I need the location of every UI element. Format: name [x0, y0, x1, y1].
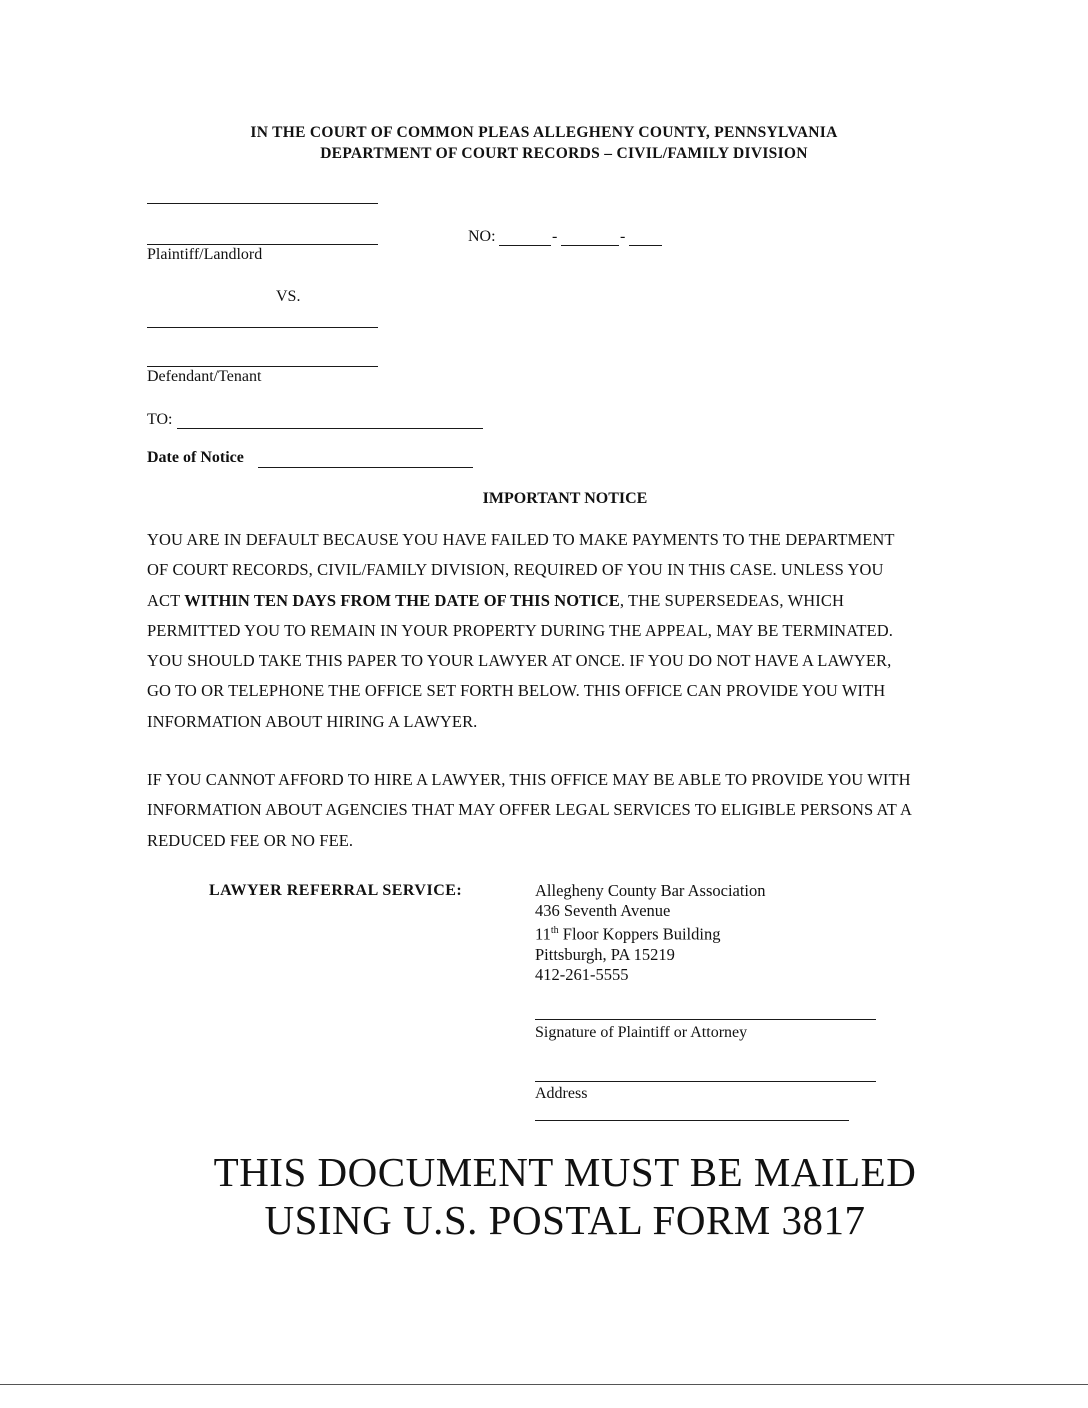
case-number-blank-1[interactable] — [499, 245, 551, 246]
address-line-2[interactable] — [535, 1120, 849, 1121]
date-of-notice-label: Date of Notice — [147, 449, 244, 466]
court-title: IN THE COURT OF COMMON PLEAS ALLEGHENY COUNTY, PENNSYLVANIA — [250, 124, 838, 141]
to-label: TO: — [147, 411, 173, 428]
notice-paragraph-2 — [147, 765, 1007, 856]
notice-line: YOU SHOULD TAKE THIS PAPER TO YOUR LAWYER AT ONCE. IF YOU DO NOT HAVE A LAWYER, — [147, 651, 892, 671]
plaintiff-blank-line-1[interactable] — [147, 203, 378, 204]
referral-floor: 11th Floor Koppers Building — [535, 924, 721, 944]
notice-line: REDUCED FEE OR NO FEE. — [147, 830, 354, 850]
notice-line: PERMITTED YOU TO REMAIN IN YOUR PROPERTY DURING THE APPEAL, MAY BE TERMINATED. — [147, 620, 893, 640]
referral-address — [535, 881, 766, 985]
defendant-label: Defendant/Tenant — [147, 368, 262, 385]
case-number-blank-2[interactable] — [561, 245, 619, 246]
referral-label: LAWYER REFERRAL SERVICE: — [209, 882, 463, 899]
plaintiff-label: Plaintiff/Landlord — [147, 246, 263, 263]
case-number-label: NO: — [468, 228, 496, 245]
referral-city: Pittsburgh, PA 15219 — [535, 944, 675, 964]
case-number-blank-3[interactable] — [629, 245, 662, 246]
notice-line: IF YOU CANNOT AFFORD TO HIRE A LAWYER, THIS OFFICE MAY BE ABLE TO PROVIDE YOU WITH — [147, 770, 911, 789]
notice-line-post: , THE SUPERSEDEAS, WHICH — [619, 590, 844, 610]
mailing-instruction-line-2: USING U.S. POSTAL FORM 3817 — [264, 1197, 866, 1243]
notice-line — [147, 586, 1007, 616]
vs-label: VS. — [276, 288, 301, 305]
case-number-dash-2: - — [620, 228, 626, 245]
signature-label: Signature of Plaintiff or Attorney — [535, 1024, 748, 1041]
notice-line: GO TO OR TELEPHONE THE OFFICE SET FORTH BELOW. THIS OFFICE CAN PROVIDE YOU WITH — [147, 681, 886, 701]
notice-title: IMPORTANT NOTICE — [482, 490, 648, 507]
notice-line: INFORMATION ABOUT AGENCIES THAT MAY OFFER LEGAL SERVICES TO ELIGIBLE PERSONS AT A — [147, 800, 912, 820]
mailing-instruction-line-1: THIS DOCUMENT MUST BE MAILED — [213, 1149, 917, 1195]
case-number-dash-1: - — [552, 228, 558, 245]
to-blank-line[interactable] — [177, 428, 483, 429]
notice-line: INFORMATION ABOUT HIRING A LAWYER. — [147, 711, 478, 731]
referral-street: 436 Seventh Avenue — [535, 901, 671, 920]
address-line-1[interactable] — [535, 1081, 876, 1082]
referral-phone: 412-261-5555 — [535, 964, 629, 984]
notice-paragraph-1 — [147, 525, 1007, 737]
plaintiff-blank-line-2[interactable] — [147, 244, 378, 245]
address-label: Address — [535, 1085, 588, 1102]
notice-deadline-emphasis: WITHIN TEN DAYS FROM THE DATE OF THIS NOTICE — [184, 590, 620, 610]
division-title: DEPARTMENT OF COURT RECORDS – CIVIL/FAMILY DIVISION — [320, 145, 808, 162]
date-of-notice-blank-line[interactable] — [258, 467, 473, 468]
signature-line[interactable] — [535, 1019, 876, 1020]
referral-org: Allegheny County Bar Association — [535, 881, 766, 900]
notice-line: OF COURT RECORDS, CIVIL/FAMILY DIVISION, REQUIRED OF YOU IN THIS CASE. UNLESS YOU — [147, 560, 884, 580]
defendant-blank-line-2[interactable] — [147, 366, 378, 367]
notice-line: YOU ARE IN DEFAULT BECAUSE YOU HAVE FAILED TO MAKE PAYMENTS TO THE DEPARTMENT — [147, 530, 895, 549]
scan-edge-divider — [0, 1384, 1088, 1385]
defendant-blank-line-1[interactable] — [147, 327, 378, 328]
notice-line-pre: ACT — [147, 590, 181, 610]
